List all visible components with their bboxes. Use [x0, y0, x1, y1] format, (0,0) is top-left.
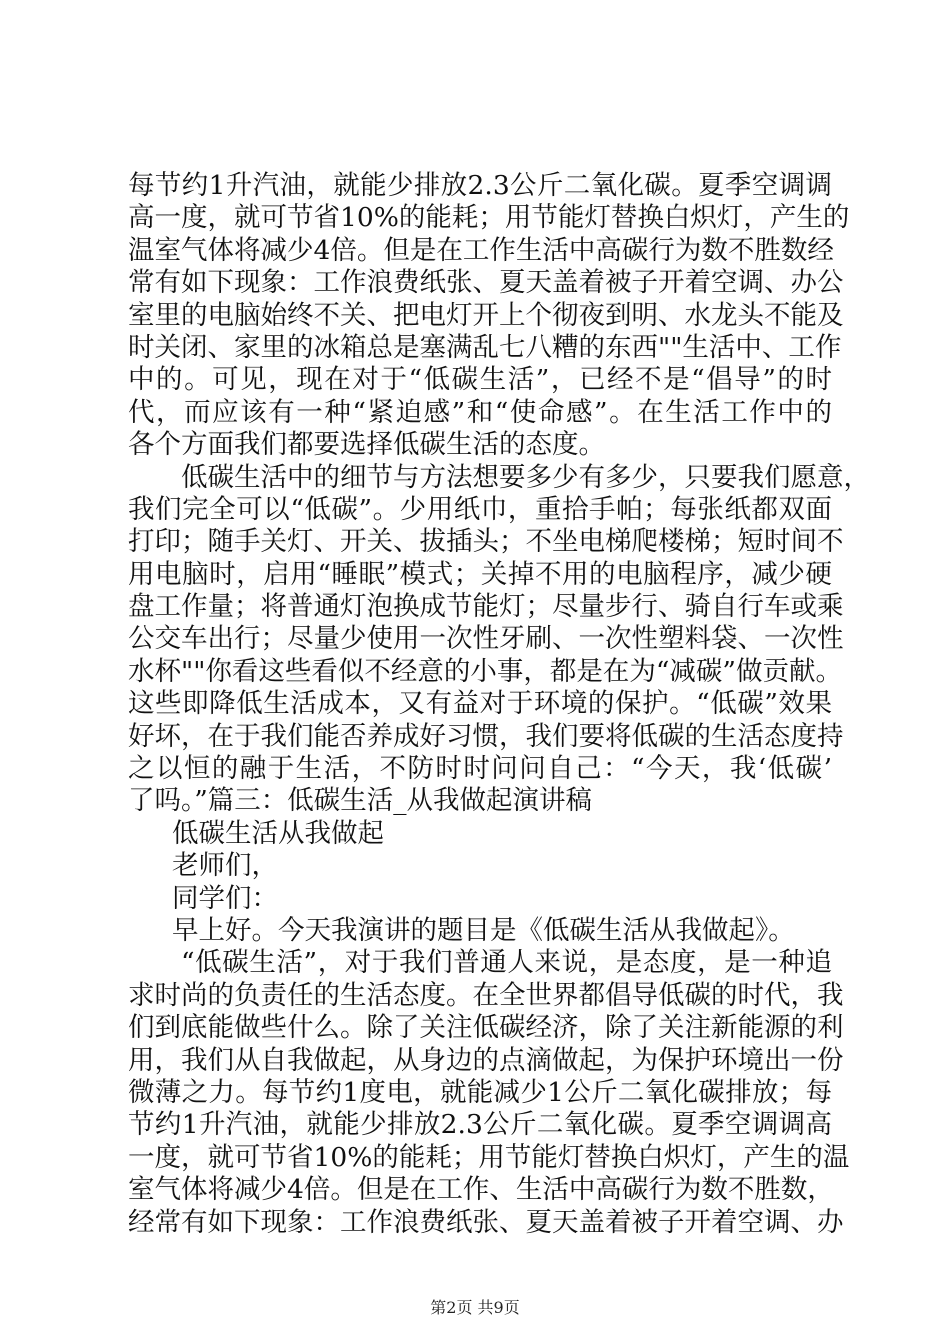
- text-line: 了吗。”篇三：低碳生活_从我做起演讲稿: [128, 785, 593, 817]
- paragraph-start-line: “低碳生活”，对于我们普通人来说，是态度，是一种追: [181, 947, 832, 979]
- paragraph-start-line: 低碳生活中的细节与方法想要多少有多少，只要我们愿意，: [181, 461, 870, 493]
- text-line: 每节约1升汽油，就能少排放2.3公斤二氧化碳。夏季空调调: [128, 170, 832, 201]
- text-line: 时关闭、家里的冰箱总是塞满乱七八糟的东西""生活中、工作: [128, 331, 842, 363]
- text-line: 高一度，就可节省10%的能耗；用节能灯替换白炽灯，产生的: [128, 202, 850, 234]
- speech-title: 低碳生活从我做起: [172, 817, 384, 849]
- text-line: 好坏，在于我们能否养成好习惯，我们要将低碳的生活态度持: [128, 720, 844, 752]
- text-line: 水杯""你看这些看似不经意的小事，都是在为“减碳”做贡献。: [128, 655, 842, 687]
- text-line: 微薄之力。每节约1度电，就能减少1公斤二氧化碳排放；每: [128, 1076, 832, 1108]
- body-text: [128, 170, 870, 1239]
- page-footer: 第2页 共9页: [430, 1298, 520, 1317]
- text-line: 求时尚的负责任的生活态度。在全世界都倡导低碳的时代，我: [128, 979, 844, 1011]
- text-line: 公交车出行；尽量少使用一次性牙刷、一次性塑料袋、一次性: [128, 623, 844, 655]
- text-line: 盘工作量；将普通灯泡换成节能灯；尽量步行、骑自行车或乘: [128, 591, 844, 623]
- text-line: 代，而应该有一种“紧迫感”和“使命感”。在生活工作中的: [128, 396, 832, 428]
- text-line: 温室气体将减少4倍。但是在工作生活中高碳行为数不胜数经: [128, 234, 834, 266]
- text-line: 用电脑时，启用“睡眠”模式；关掉不用的电脑程序，减少硬: [128, 558, 832, 590]
- text-line: 们到底能做些什么。除了关注低碳经济，除了关注新能源的利: [128, 1012, 844, 1044]
- text-line: 各个方面我们都要选择低碳生活的态度。: [128, 429, 605, 461]
- text-line: 用，我们从自我做起，从身边的点滴做起，为保护环境出一份: [128, 1044, 844, 1076]
- text-line: 节约1升汽油，就能少排放2.3公斤二氧化碳。夏季空调调高: [128, 1109, 832, 1141]
- text-line: 常有如下现象：工作浪费纸张、夏天盖着被子开着空调、办公: [128, 267, 844, 299]
- salutation-students: 同学们：: [172, 882, 278, 914]
- text-line: 打印；随手关灯、开关、拔插头；不坐电梯爬楼梯；短时间不: [128, 526, 844, 558]
- text-line: 一度，就可节省10%的能耗；用节能灯替换白炽灯，产生的温: [128, 1141, 850, 1173]
- text-line: 室气体将减少4倍。但是在工作、生活中高碳行为数不胜数，: [128, 1174, 834, 1206]
- text-line: 经常有如下现象：工作浪费纸张、夏天盖着被子开着空调、办: [128, 1206, 844, 1238]
- text-line: 室里的电脑始终不关、把电灯开上个彻夜到明、水龙头不能及: [128, 299, 844, 331]
- greeting-line: 早上好。今天我演讲的题目是《低碳生活从我做起》。: [172, 914, 795, 946]
- salutation-teachers: 老师们，: [172, 850, 278, 882]
- text-line: 这些即降低生活成本，又有益对于环境的保护。“低碳”效果: [128, 688, 832, 720]
- text-line: 中的。可见，现在对于“低碳生活”，已经不是“倡导”的时: [128, 364, 832, 396]
- text-line: 之以恒的融于生活，不防时时问问自己：“今天，我‘低碳’: [128, 753, 832, 785]
- text-line: 我们完全可以“低碳”。少用纸巾，重拾手帕；每张纸都双面: [128, 493, 832, 525]
